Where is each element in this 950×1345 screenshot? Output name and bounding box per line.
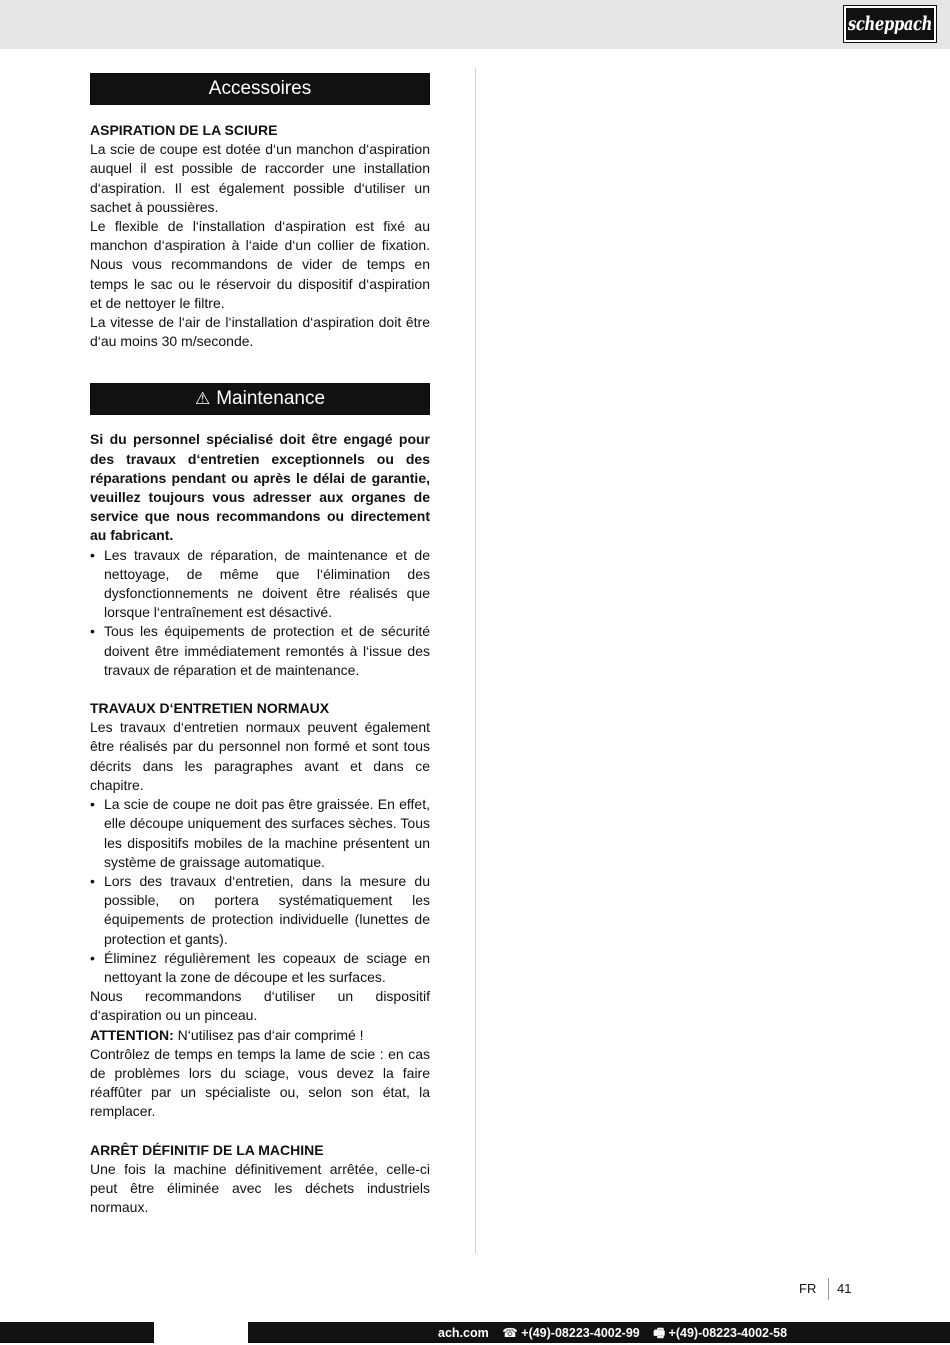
warning-triangle-icon: ⚠ xyxy=(194,389,211,409)
section-title: Accessoires xyxy=(208,78,312,99)
paragraph: Contrôlez de temps en temps la lame de scie : en cas de problèmes lors du sciage, vous devez la faire réaffûter par un spécialiste ou, selon son état, la remplacer. xyxy=(90,1045,430,1120)
list-item: • Tous les équipements de protection et de sécurité doivent être immédiatement remontés à l‘issue des travaux de réparation et de maintenance. xyxy=(90,622,430,680)
maintenance-intro: Si du personnel spécialisé doit être engagé pour des travaux d‘entretien exceptionnels ou des réparations pendant ou après le délai de garantie, veuillez toujours vous adresser aux organes de service que nous recommandons ou directement au fabricant. xyxy=(90,431,430,544)
footer-separator xyxy=(828,1278,829,1300)
list-item: • Éliminez régulièrement les copeaux de sciage en nettoyant la zone de découpe et les surfaces. xyxy=(90,949,430,987)
website-text: ach.com xyxy=(438,1326,489,1340)
page-number: 41 xyxy=(837,1281,852,1296)
brand-logo-text: scheppach xyxy=(847,13,933,35)
phone-icon: ☎ xyxy=(502,1326,518,1340)
paragraph: Les travaux d‘entretien normaux peuvent également être réalisés par du personnel non formé et sont tous décrits dans les paragraphes avant et dans ce chapitre. xyxy=(90,719,430,793)
fax-icon: 🖷 xyxy=(653,1326,666,1340)
attention-note xyxy=(90,1026,430,1045)
paragraph: Le flexible de l‘installation d‘aspiration est fixé au manchon d‘aspiration à l‘aide d‘un collier de fixation. Nous vous recommandons de vider de temps en temps le sac ou le réservoir du dispositif d‘aspiration et de nettoyer le filtre. xyxy=(90,218,430,311)
paragraph: Nous recommandons d‘utiliser un dispositif d‘aspiration ou un pinceau. xyxy=(90,988,430,1024)
paragraph: La vitesse de l‘air de l‘installation d‘aspiration doit être d‘au moins 30 m/seconde. xyxy=(90,314,430,350)
paragraph: La scie de coupe est dotée d‘un manchon d‘aspiration auquel il est possible de raccorder une installation d‘aspiration. Il est également possible d‘utiliser un sachet à poussières. xyxy=(90,141,430,215)
language-code: FR xyxy=(799,1281,817,1296)
phone-number: +(49)-08223-4002-99 xyxy=(521,1326,640,1340)
section-heading-accessoires xyxy=(90,73,430,105)
subheading-aspiration: ASPIRATION DE LA SCIURE xyxy=(90,122,278,138)
contact-line xyxy=(438,1324,787,1345)
maintenance-bullets xyxy=(90,546,430,680)
footer-bar-gap xyxy=(154,1322,248,1343)
subheading-normal-maintenance: TRAVAUX D‘ENTRETIEN NORMAUX xyxy=(90,700,330,717)
section-title: Maintenance xyxy=(216,388,326,410)
list-item: • Les travaux de réparation, de maintenance et de nettoyage, de même que l‘élimination des dysfonctionnements ne doivent être réalisés que lorsque l‘entraînement est désactivé. xyxy=(90,546,430,623)
section-heading-maintenance xyxy=(90,383,430,415)
attention-label: ATTENTION: xyxy=(90,1026,174,1043)
brand-logo xyxy=(844,6,936,42)
attention-text: N‘utilisez pas d‘air comprimé ! xyxy=(173,1026,364,1043)
normal-maintenance-bullets xyxy=(90,795,430,987)
left-column xyxy=(90,73,430,1217)
column-divider xyxy=(475,68,476,1253)
fax-number: +(49)-08223-4002-58 xyxy=(668,1326,788,1340)
header-bar xyxy=(0,0,950,49)
paragraph: Une fois la machine définitivement arrêtée, celle-ci peut être éliminée avec les déchets industriels normaux. xyxy=(90,1160,430,1216)
subheading-final-stop: ARRÊT DÉFINITIF DE LA MACHINE xyxy=(90,1141,324,1158)
list-item: • Lors des travaux d‘entretien, dans la mesure du possible, on portera systématiquement les équipements de protection individuelle (lunettes de protection et gants). xyxy=(90,872,430,949)
list-item: • La scie de coupe ne doit pas être graissée. En effet, elle découpe uniquement des surfaces sèches. Tous les dispositifs mobiles de la machine présentent un système de graissage automatique. xyxy=(90,795,430,872)
